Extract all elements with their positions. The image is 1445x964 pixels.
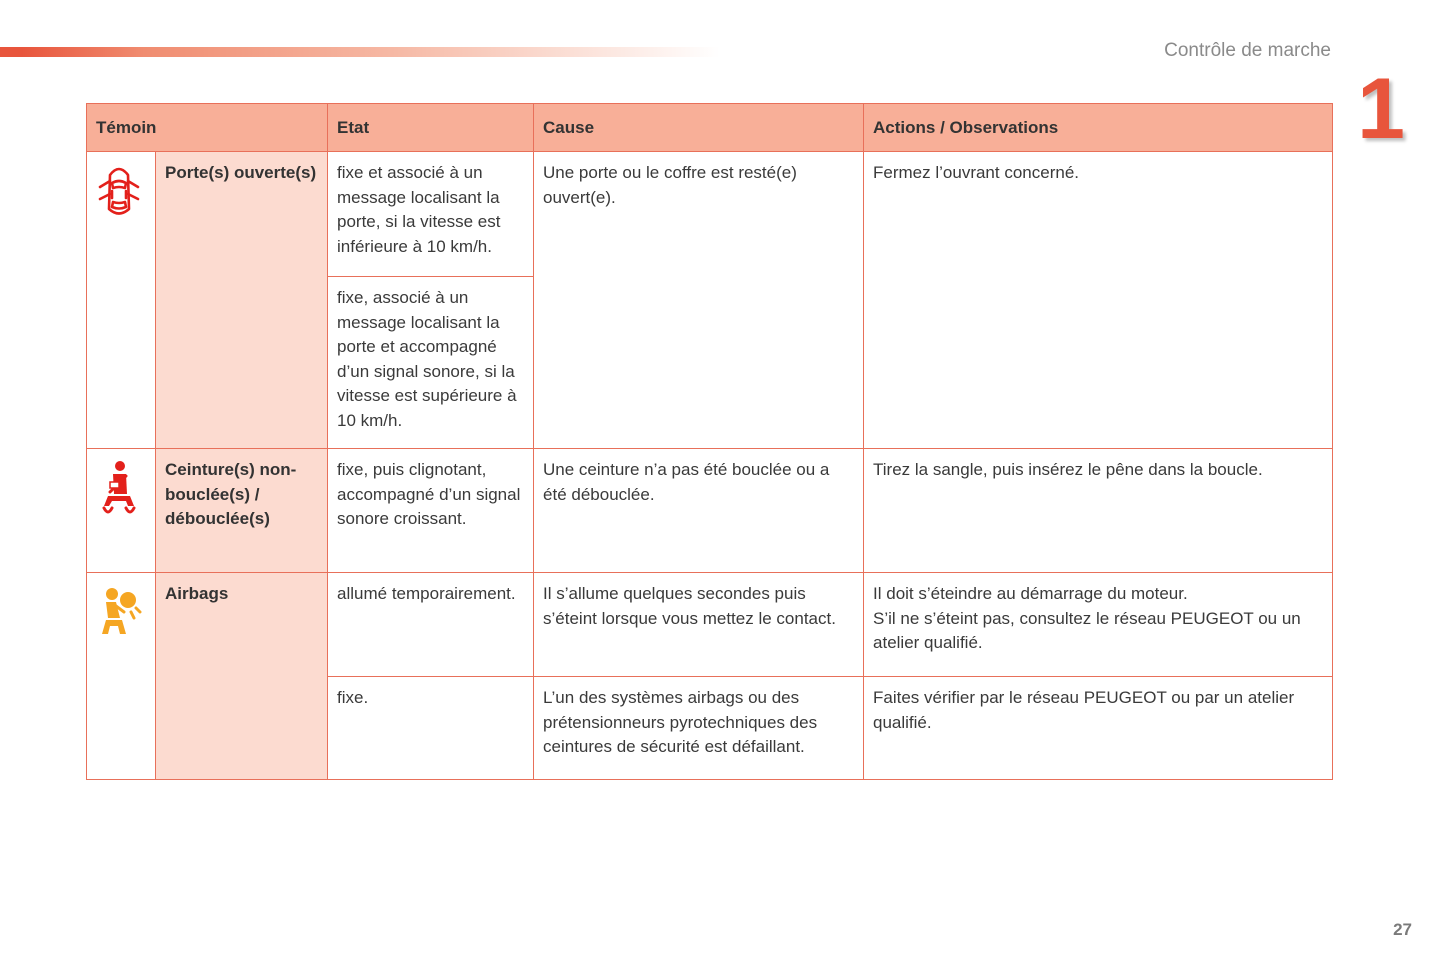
table-row xyxy=(87,573,1333,677)
header-cause: Cause xyxy=(534,104,864,152)
table-row xyxy=(87,152,1333,277)
chapter-number: 1 xyxy=(1357,61,1405,157)
action-cell xyxy=(864,573,1333,677)
etat-cell: fixe, puis clignotant, accompagné d’un signal sonore croissant. xyxy=(328,449,534,573)
action-cell: Tirez la sangle, puis insérez le pêne dans la boucle. xyxy=(864,449,1333,573)
header-temoin: Témoin xyxy=(87,104,328,152)
icon-cell xyxy=(87,573,156,780)
icon-cell xyxy=(87,449,156,573)
cause-cell: L’un des systèmes airbags ou des prétensionneurs pyrotechniques des ceintures de sécurité est défaillant. xyxy=(534,677,864,780)
header-etat: Etat xyxy=(328,104,534,152)
page-number: 27 xyxy=(1393,920,1412,939)
warning-name: Porte(s) ouverte(s) xyxy=(156,152,328,449)
door-open-icon xyxy=(96,161,142,221)
etat-cell: fixe. xyxy=(328,677,534,780)
cause-cell: Une porte ou le coffre est resté(e) ouvert(e). xyxy=(534,152,864,449)
etat-cell: fixe et associé à un message localisant la porte, si la vitesse est inférieure à 10 km/h. xyxy=(328,152,534,277)
warning-name: Ceinture(s) non-bouclée(s) / débouclée(s) xyxy=(156,449,328,573)
header-actions: Actions / Observations xyxy=(864,104,1333,152)
etat-cell: fixe, associé à un message localisant la porte et accompagné d’un signal sonore, si la vitesse est supérieure à 10 km/h. xyxy=(328,277,534,449)
action-cell: Faites vérifier par le réseau PEUGEOT ou par un atelier qualifié. xyxy=(864,677,1333,780)
seatbelt-icon xyxy=(96,458,142,518)
cause-cell: Une ceinture n’a pas été bouclée ou a été débouclée. xyxy=(534,449,864,573)
cause-cell: Il s’allume quelques secondes puis s’éteint lorsque vous mettez le contact. xyxy=(534,573,864,677)
header-accent-bar xyxy=(0,47,720,57)
etat-cell: allumé temporairement. xyxy=(328,573,534,677)
icon-cell xyxy=(87,152,156,449)
action-cell: Fermez l’ouvrant concerné. xyxy=(864,152,1333,449)
action-line: Il doit s’éteindre au démarrage du moteur. xyxy=(873,584,1188,603)
action-line: S’il ne s’éteint pas, consultez le réseau PEUGEOT ou un atelier qualifié. xyxy=(873,608,1301,652)
airbag-icon xyxy=(96,582,142,642)
table-header-row xyxy=(87,104,1333,152)
warning-lights-table xyxy=(86,103,1333,780)
warning-name: Airbags xyxy=(156,573,328,780)
table-row xyxy=(87,449,1333,573)
section-title: Contrôle de marche xyxy=(1164,40,1331,61)
